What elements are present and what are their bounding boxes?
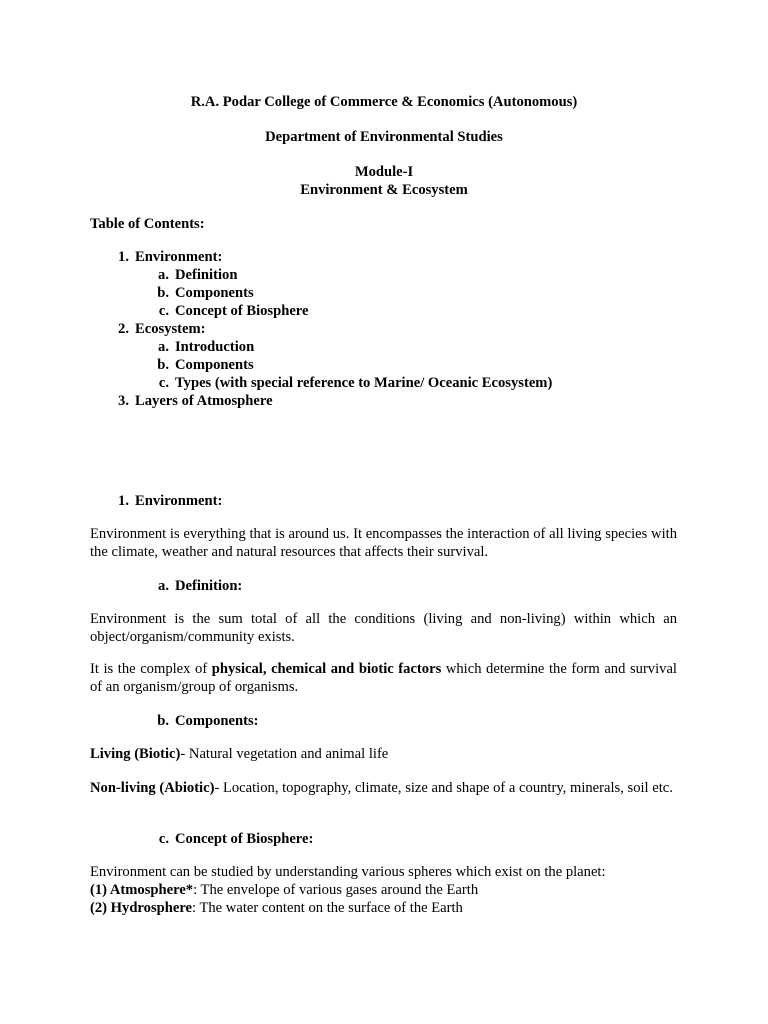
toc-label: Environment:	[135, 249, 223, 265]
department-name: Department of Environmental Studies	[265, 129, 503, 145]
factors-bold: physical, chemical and biotic factors	[211, 661, 442, 677]
atmosphere-label: (1) Atmosphere*	[90, 882, 194, 898]
toc-letter: c.	[158, 375, 169, 391]
factors-text-post: which determine the form and survival of an organism/group of organisms.	[90, 661, 677, 695]
atmosphere-text: : The envelope of various gases around the Earth	[193, 882, 479, 898]
toc-sublabel: Components	[175, 357, 254, 373]
toc-letter: a.	[158, 339, 169, 355]
living-label: Living (Biotic)	[90, 746, 181, 762]
toc-subitem-components	[152, 284, 254, 302]
toc-item-ecosystem	[107, 320, 206, 338]
hydrosphere-line	[90, 899, 463, 917]
college-name: R.A. Podar College of Commerce & Economics (Autonomous)	[190, 94, 578, 110]
biosphere-intro: Environment can be studied by understanding various spheres which exist on the planet:	[90, 864, 606, 880]
toc-number: 3.	[118, 393, 129, 409]
subsection-heading-biosphere	[152, 830, 313, 848]
toc-item-environment	[107, 248, 222, 266]
section-heading-environment	[107, 492, 222, 510]
section-title: Environment:	[135, 493, 223, 509]
toc-letter: c.	[158, 303, 169, 319]
section-number: 1.	[118, 493, 129, 509]
toc-letter: b.	[157, 285, 169, 301]
subsection-letter: b.	[157, 713, 169, 729]
environment-intro-paragraph: Environment is everything that is around us. It encompasses the interaction of all living species with the climate, weather and natural resources that affects their survival.	[90, 526, 677, 560]
toc-subitem-introduction	[152, 338, 254, 356]
nonliving-label: Non-living (Abiotic)	[90, 780, 215, 796]
subsection-letter: a.	[158, 578, 169, 594]
toc-number: 1.	[118, 249, 129, 265]
module-number: Module-I	[354, 164, 414, 180]
atmosphere-line	[90, 881, 478, 899]
toc-label: Ecosystem:	[135, 321, 206, 337]
hydrosphere-text: : The water content on the surface of the Earth	[192, 900, 463, 916]
toc-subitem-eco-components	[152, 356, 254, 374]
toc-item-atmosphere	[107, 392, 273, 410]
toc-number: 2.	[118, 321, 129, 337]
factors-paragraph	[90, 660, 677, 696]
toc-subitem-biosphere	[152, 302, 309, 320]
subsection-title: Components:	[175, 713, 259, 729]
factors-text-pre: It is the complex of	[90, 661, 212, 677]
toc-sublabel: Introduction	[175, 339, 255, 355]
toc-letter: b.	[157, 357, 169, 373]
living-text: - Natural vegetation and animal life	[180, 746, 389, 762]
subsection-title: Definition:	[175, 578, 243, 594]
subsection-heading-components	[152, 712, 259, 730]
nonliving-paragraph	[90, 779, 677, 797]
subsection-title: Concept of Biosphere:	[175, 831, 314, 847]
definition-paragraph: Environment is the sum total of all the conditions (living and non-living) within which an object/organism/community exists.	[90, 611, 677, 645]
hydrosphere-label: (2) Hydrosphere	[90, 900, 193, 916]
module-title: Environment & Ecosystem	[300, 182, 468, 198]
subsection-letter: c.	[158, 831, 169, 847]
toc-sublabel: Types (with special reference to Marine/ Oceanic Ecosystem)	[175, 375, 553, 391]
toc-sublabel: Concept of Biosphere	[175, 303, 309, 319]
toc-sublabel: Components	[175, 285, 254, 301]
subsection-heading-definition	[152, 577, 242, 595]
living-paragraph	[90, 745, 677, 763]
nonliving-text: - Location, topography, climate, size and shape of a country, minerals, soil etc.	[214, 780, 673, 796]
toc-sublabel: Definition	[175, 267, 238, 283]
toc-label: Layers of Atmosphere	[135, 393, 273, 409]
toc-letter: a.	[158, 267, 169, 283]
toc-heading: Table of Contents:	[90, 216, 205, 232]
toc-subitem-types	[152, 374, 552, 392]
toc-subitem-definition	[152, 266, 237, 284]
